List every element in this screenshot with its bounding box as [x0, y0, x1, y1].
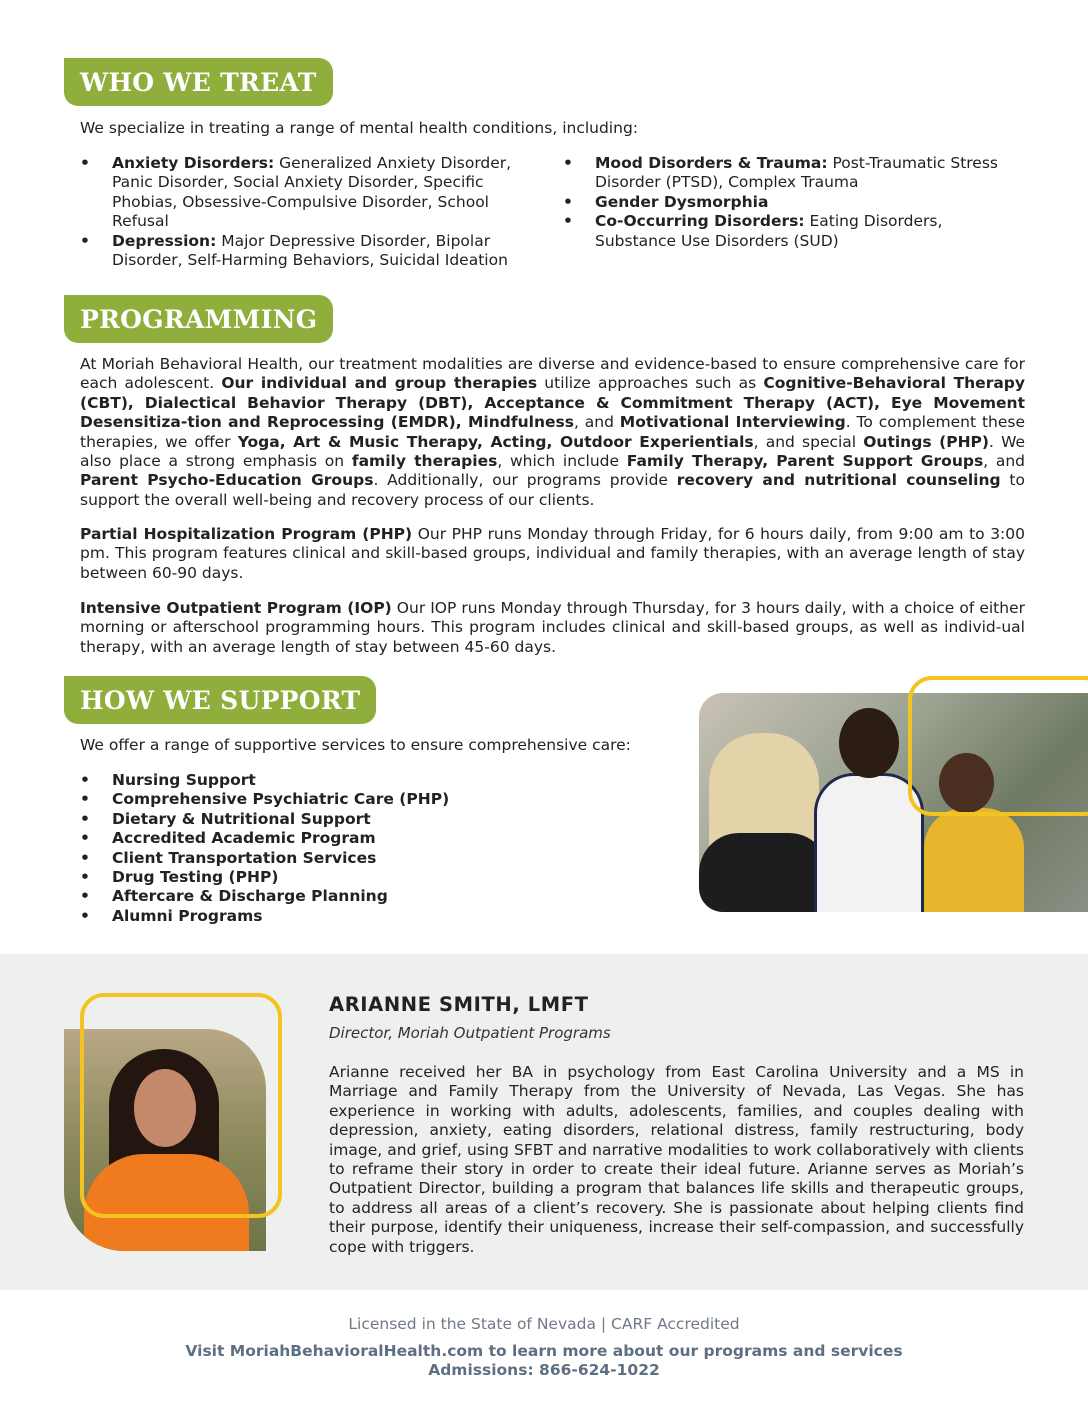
list-item: • Nursing Support: [80, 771, 640, 790]
list-item: • Dietary & Nutritional Support: [80, 810, 640, 829]
body-text-segment: , and special: [753, 432, 864, 451]
iop-label: Intensive Outpatient Program (IOP): [80, 599, 392, 617]
emphasis-text: Outings (PHP): [863, 432, 990, 451]
admissions-phone[interactable]: Admissions: 866-624-1022: [428, 1361, 660, 1379]
decorative-frame: [80, 993, 282, 1218]
programming-heading: PROGRAMMING: [64, 295, 333, 343]
how-we-support-intro: We offer a range of supportive services to ensure comprehensive care:: [80, 736, 631, 754]
list-item: • Alumni Programs: [80, 907, 640, 926]
list-item: • Comprehensive Psychiatric Care (PHP): [80, 790, 640, 809]
body-text-segment: , and: [573, 413, 620, 432]
emphasis-text: Cognitive-Behavioral Therapy (CBT), Dialectical Behavior Therapy (DBT), Acceptance & Commitment Therapy (ACT), Eye Movement Desensitiza-tion and Reprocessing (EMDR), Mindfulness: [80, 374, 1026, 432]
body-text-segment: . We also place a strong emphasis on: [80, 432, 1026, 471]
emphasis-text: Yoga, Art & Music Therapy, Acting, Outdoor Experientials: [237, 432, 754, 451]
list-item: • Drug Testing (PHP): [80, 868, 640, 887]
staff-name: ARIANNE SMITH, LMFT: [329, 993, 589, 1016]
who-we-treat-intro: We specialize in treating a range of mental health conditions, including:: [80, 119, 638, 137]
body-text-segment: utilize approaches such as: [537, 374, 764, 393]
body-text-segment: . Additionally, our programs provide: [373, 471, 677, 490]
body-text-segment: , which include: [497, 452, 627, 471]
staff-bio: Arianne received her BA in psychology from East Carolina University and a MS in Marriage and Family Therapy from the University of Nevada, Las Vegas. She has experience in working with adults, adolescents, families, and couples dealing with depression, anxiety, eating disorders, relational distress, family restructuring, body image, and grief, using SFBT and narrative modalities to work collaboratively with clients to reframe their story in order to create their ideal future. Arianne serves as Moriah’s Outpatient Director, building a program that balances life skills and therapeutic groups, to address all areas of a client’s recovery. She is passionate about helping clients find their purpose, identify their uniqueness, increase their self-compassion, and successfully cope with triggers.: [329, 1063, 1024, 1256]
list-item: • Depression: Major Depressive Disorder, Bipolar Disorder, Self-Harming Behaviors, Suicidal Ideation: [80, 232, 530, 271]
php-description: Partial Hospitalization Program (PHP) Our PHP runs Monday through Friday, for 6 hours daily, from 9:00 am to 3:00 pm. This program features clinical and skill-based groups, individual and family therapies, with an average length of stay between 60-90 days.: [80, 525, 1026, 582]
support-services-list: [80, 771, 640, 926]
emphasis-text: Family Therapy, Parent Support Groups: [626, 452, 984, 471]
emphasis-text: Our individual and group therapies: [221, 374, 538, 393]
who-we-treat-heading: WHO WE TREAT: [64, 58, 333, 106]
body-text-segment: . To complement these therapies, we offer: [80, 413, 1025, 451]
body-text-segment: At Moriah Behavioral Health, our treatment modalities are diverse and evidence-based to ensure comprehensive care for each adolescent.: [80, 355, 1025, 393]
programming-overview: [80, 355, 1025, 510]
list-item: • Aftercare & Discharge Planning: [80, 887, 640, 906]
body-text-segment: to support the overall well-being and recovery process of our clients.: [80, 471, 1025, 509]
list-item: • Accredited Academic Program: [80, 829, 640, 848]
photo-figure: [839, 708, 899, 778]
emphasis-text: family therapies: [351, 452, 498, 471]
photo-figure: [699, 833, 829, 912]
decorative-frame: [908, 676, 1088, 816]
iop-description: Intensive Outpatient Program (IOP) Our IOP runs Monday through Thursday, for 3 hours daily, with a choice of either morning or afterschool programming hours. This program includes clinical and skill-based groups, as well as individ-ual therapy, with an average length of stay between 45-60 days.: [80, 599, 1025, 656]
list-item: • Co-Occurring Disorders: Eating Disorders, Substance Use Disorders (SUD): [563, 212, 1028, 251]
list-item: • Mood Disorders & Trauma: Post-Traumatic Stress Disorder (PTSD), Complex Trauma: [563, 154, 1028, 193]
website-link[interactable]: Visit MoriahBehavioralHealth.com to learn more about our programs and services: [185, 1342, 903, 1360]
php-label: Partial Hospitalization Program (PHP): [80, 525, 413, 543]
staff-title: Director, Moriah Outpatient Programs: [329, 1024, 611, 1042]
list-item: • Client Transportation Services: [80, 849, 640, 868]
list-item: • Anxiety Disorders: Generalized Anxiety Disorder, Panic Disorder, Social Anxiety Disorder, Specific Phobias, Obsessive-Compulsive Disorder, School Refusal: [80, 154, 530, 232]
license-text: Licensed in the State of Nevada | CARF Accredited: [348, 1315, 740, 1333]
list-item: • Gender Dysmorphia: [563, 193, 1028, 212]
photo-figure: [924, 808, 1024, 912]
how-we-support-heading: HOW WE SUPPORT: [64, 676, 376, 724]
conditions-list-left: [80, 154, 530, 270]
emphasis-text: recovery and nutritional counseling: [676, 471, 1001, 490]
body-text-segment: , and: [983, 452, 1025, 471]
emphasis-text: Parent Psycho-Education Groups: [80, 471, 374, 490]
emphasis-text: Motivational Interviewing: [619, 413, 846, 432]
conditions-list-right: [563, 154, 1028, 251]
